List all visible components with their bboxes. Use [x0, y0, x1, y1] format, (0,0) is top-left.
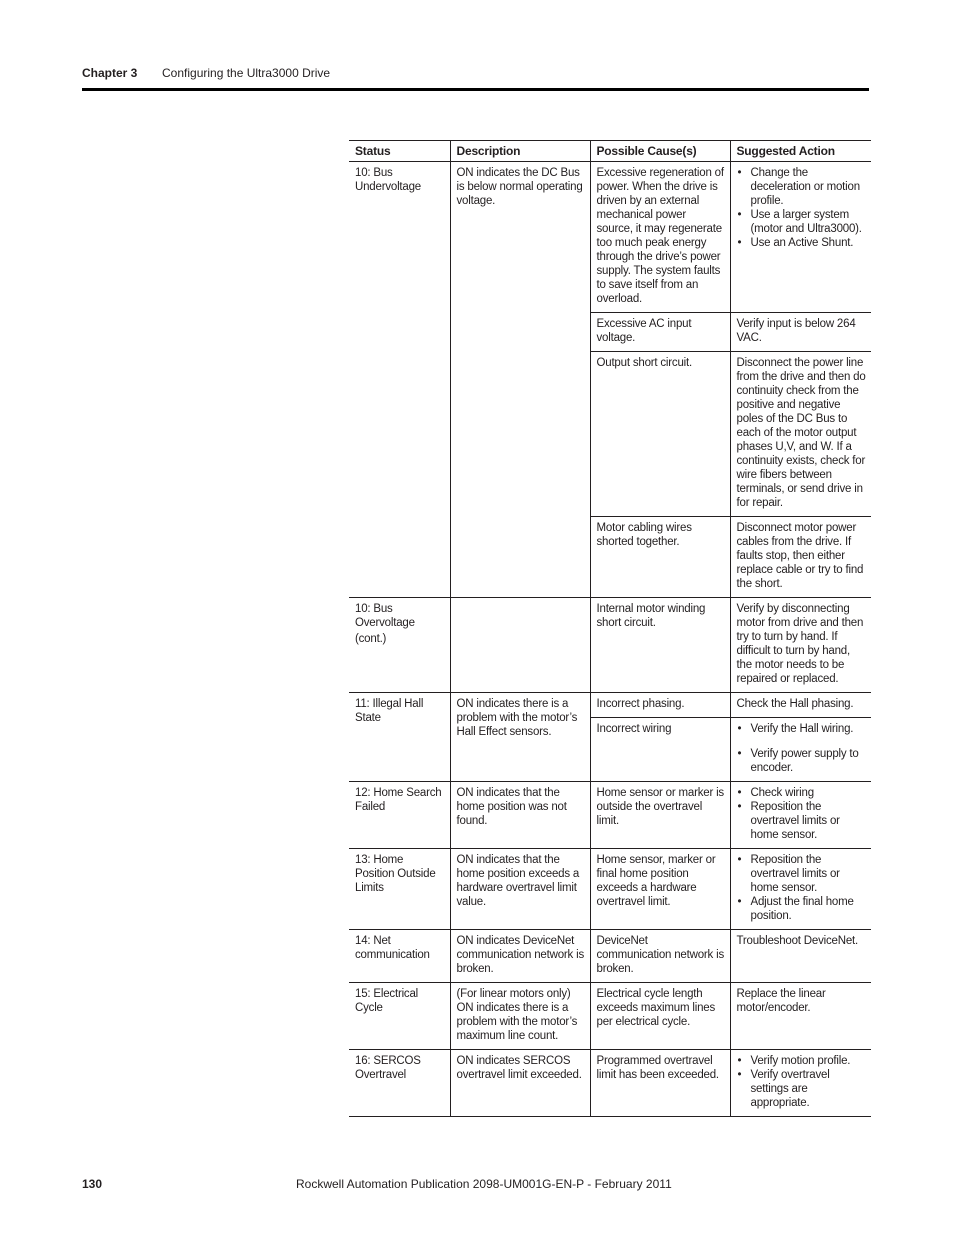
- table-row: [349, 930, 871, 983]
- action-item: • Change the deceleration or motion profile.: [751, 166, 867, 208]
- action-cell: Troubleshoot DeviceNet.: [730, 930, 871, 983]
- cause-cell: DeviceNet communication network is broken.: [590, 930, 730, 983]
- action-list: [737, 722, 867, 775]
- action-cell: Disconnect the power line from the drive and then do continuity check from the positive and negative poles of the DC Bus to each of the motor output phases U,V, and W. If a continuity exists, check for wire fibers between terminals, or send drive in for repair.: [730, 352, 871, 517]
- status-text: 10: Bus Overvoltage: [355, 603, 415, 629]
- action-item: • Verify power supply to encoder.: [751, 747, 867, 775]
- action-cell: Disconnect motor power cables from the drive. If faults stop, then either replace cable or try to find the short.: [730, 517, 871, 598]
- column-header-causes: Possible Cause(s): [590, 141, 730, 162]
- table-row: [349, 782, 871, 849]
- cause-cell: Incorrect wiring: [590, 718, 730, 782]
- action-item: • Adjust the final home position.: [751, 895, 867, 923]
- action-item: • Verify motion profile.: [751, 1054, 867, 1068]
- description-cell: ON indicates DeviceNet communication network is broken.: [450, 930, 590, 983]
- action-item: • Use an Active Shunt.: [751, 236, 867, 250]
- table-row: [349, 1050, 871, 1117]
- table-row: [349, 598, 871, 693]
- table-row: [349, 162, 871, 313]
- header-rule: [82, 88, 869, 91]
- status-table: [349, 140, 871, 1117]
- action-cell: Verify input is below 264 VAC.: [730, 313, 871, 352]
- chapter-label: Chapter 3: [82, 66, 138, 80]
- action-item: • Verify the Hall wiring.: [751, 722, 867, 747]
- action-list: [737, 786, 867, 842]
- action-cell: Replace the linear motor/encoder.: [730, 983, 871, 1050]
- cause-cell: Programmed overtravel limit has been exceeded.: [590, 1050, 730, 1117]
- action-item: • Reposition the overtravel limits or home sensor.: [751, 853, 867, 895]
- table-row: [349, 693, 871, 718]
- action-list: [737, 853, 867, 923]
- cause-cell: Excessive AC input voltage.: [590, 313, 730, 352]
- description-cell: ON indicates the DC Bus is below normal operating voltage.: [450, 162, 590, 598]
- action-cell: [730, 718, 871, 782]
- cause-cell: Motor cabling wires shorted together.: [590, 517, 730, 598]
- description-cell: ON indicates there is a problem with the motor’s Hall Effect sensors.: [450, 693, 590, 782]
- status-cell: [349, 598, 450, 693]
- status-cell: 13: Home Position Outside Limits: [349, 849, 450, 930]
- column-header-description: Description: [450, 141, 590, 162]
- cause-cell: Internal motor winding short circuit.: [590, 598, 730, 693]
- description-cell: ON indicates that the home position exceeds a hardware overtravel limit value.: [450, 849, 590, 930]
- description-cell: [450, 598, 590, 693]
- column-header-action: Suggested Action: [730, 141, 871, 162]
- status-note: (cont.): [355, 633, 387, 645]
- status-cell: 10: Bus Undervoltage: [349, 162, 450, 598]
- action-cell: [730, 782, 871, 849]
- table-row: [349, 983, 871, 1050]
- cause-cell: Home sensor, marker or final home position exceeds a hardware overtravel limit.: [590, 849, 730, 930]
- action-item: • Verify overtravel settings are appropriate.: [751, 1068, 867, 1110]
- status-cell: 14: Net communication: [349, 930, 450, 983]
- status-cell: 15: Electrical Cycle: [349, 983, 450, 1050]
- status-cell: 11: Illegal Hall State: [349, 693, 450, 782]
- action-cell: [730, 849, 871, 930]
- action-item: • Reposition the overtravel limits or home sensor.: [751, 800, 867, 842]
- cause-cell: Output short circuit.: [590, 352, 730, 517]
- action-item: • Use a larger system (motor and Ultra3000).: [751, 208, 867, 236]
- action-cell: [730, 1050, 871, 1117]
- status-cell: 12: Home Search Failed: [349, 782, 450, 849]
- cause-cell: Incorrect phasing.: [590, 693, 730, 718]
- cause-cell: Home sensor or marker is outside the overtravel limit.: [590, 782, 730, 849]
- publication-info: Rockwell Automation Publication 2098-UM001G-EN-P - February 2011: [296, 1177, 672, 1191]
- action-list: [737, 1054, 867, 1110]
- page-header: [82, 66, 331, 80]
- description-cell: ON indicates that the home position was not found.: [450, 782, 590, 849]
- page-number: 130: [82, 1177, 103, 1191]
- cause-cell: Electrical cycle length exceeds maximum lines per electrical cycle.: [590, 983, 730, 1050]
- column-header-status: Status: [349, 141, 450, 162]
- action-cell: Check the Hall phasing.: [730, 693, 871, 718]
- description-cell: ON indicates SERCOS overtravel limit exceeded.: [450, 1050, 590, 1117]
- status-cell: 16: SERCOS Overtravel: [349, 1050, 450, 1117]
- table-row: [349, 849, 871, 930]
- description-cell: (For linear motors only) ON indicates there is a problem with the motor’s maximum line count.: [450, 983, 590, 1050]
- action-cell: Verify by disconnecting motor from drive and then try to turn by hand. If difficult to turn by hand, the motor needs to be repaired or replaced.: [730, 598, 871, 693]
- action-cell: [730, 162, 871, 313]
- cause-cell: Excessive regeneration of power. When the drive is driven by an external mechanical power source, it may regenerate too much peak energy through the drive’s power supply. The system faults to save itself from an overload.: [590, 162, 730, 313]
- table-header-row: [349, 141, 871, 162]
- chapter-title: Configuring the Ultra3000 Drive: [162, 66, 331, 80]
- action-list: [737, 166, 867, 250]
- action-item: • Check wiring: [751, 786, 867, 800]
